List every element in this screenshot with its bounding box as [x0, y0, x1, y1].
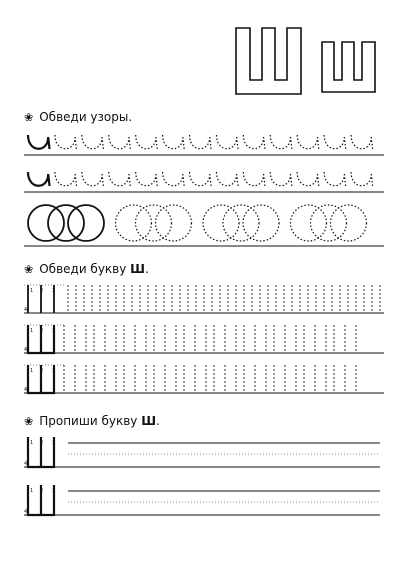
letter-sha-dotted — [274, 365, 296, 393]
garland-dotted — [163, 135, 185, 149]
guide-number: 3 — [52, 368, 56, 374]
garland-dotted — [270, 172, 292, 186]
flower-icon: ❀ — [24, 111, 34, 124]
letter-sha-dotted — [94, 365, 116, 393]
garland-dotted — [297, 172, 319, 186]
guide-number: 1 — [30, 288, 34, 294]
letter-sha-dotted — [214, 325, 236, 353]
letter-sha-dotted — [334, 365, 356, 393]
garland-dotted — [351, 172, 373, 186]
garland-dotted — [297, 135, 319, 149]
letter-sha-dotted — [304, 365, 326, 393]
letter-sha-dotted — [274, 325, 296, 353]
ring-sample — [48, 205, 84, 241]
ring-dotted — [291, 205, 327, 241]
ring-dotted — [223, 205, 259, 241]
letter-sha-dotted — [154, 365, 176, 393]
task-letter: Ш — [141, 414, 157, 428]
outline-letter-sha-lower — [322, 42, 375, 92]
letter-sha-dotted — [304, 325, 326, 353]
task-trace-letter — [24, 262, 149, 277]
ring-dotted — [243, 205, 279, 241]
ring-dotted — [311, 205, 347, 241]
task-end: . — [156, 414, 160, 428]
ring-dotted — [116, 205, 152, 241]
garland-dotted — [270, 135, 292, 149]
garland-dotted — [190, 172, 212, 186]
writing-rows — [24, 437, 380, 515]
letter-sha-dotted — [244, 325, 266, 353]
guide-number: 2 — [40, 440, 44, 446]
ring-dotted — [136, 205, 172, 241]
guide-number: 3 — [52, 488, 56, 494]
flower-icon: ❀ — [24, 415, 34, 428]
letter-sha-dotted — [124, 325, 146, 353]
guide-number: 4 — [24, 509, 28, 515]
garland-dotted — [324, 135, 346, 149]
letter-sha-dotted — [94, 325, 116, 353]
guide-number: 2 — [40, 328, 44, 334]
flower-icon: ❀ — [24, 263, 34, 276]
garland-dotted — [55, 135, 77, 149]
garland-dotted — [136, 135, 158, 149]
letter-sha-dotted — [214, 365, 236, 393]
guide-number: 3 — [52, 288, 56, 294]
garland-sample — [28, 172, 50, 186]
garland-dotted — [163, 172, 185, 186]
guide-number: 1 — [30, 488, 34, 494]
pattern-rows — [24, 135, 384, 246]
garland-dotted — [243, 172, 265, 186]
letter-sha-dotted — [184, 325, 206, 353]
guide-number: 3 — [52, 440, 56, 446]
letter-sha-dotted — [154, 325, 176, 353]
garland-dotted — [82, 172, 104, 186]
ring-dotted — [156, 205, 192, 241]
ring-sample — [68, 205, 104, 241]
tracing-rows — [24, 285, 384, 393]
ring-sample — [28, 205, 64, 241]
task-trace-patterns — [24, 110, 132, 125]
garland-dotted — [190, 135, 212, 149]
garland-dotted — [82, 135, 104, 149]
letter-sha-dotted — [64, 325, 86, 353]
guide-number: 3 — [52, 328, 56, 334]
garland-dotted — [243, 135, 265, 149]
task-letter: Ш — [130, 262, 145, 276]
guide-number: 4 — [24, 461, 28, 467]
guide-number: 2 — [40, 488, 44, 494]
guide-number: 4 — [24, 307, 28, 313]
task-text: Обведи букву — [39, 262, 131, 276]
task-text: Обведи узоры. — [39, 110, 133, 124]
ring-dotted — [203, 205, 239, 241]
garland-dotted — [216, 135, 238, 149]
letter-sha-dotted — [334, 325, 356, 353]
task-end: . — [145, 262, 149, 276]
letter-sha-dotted — [184, 365, 206, 393]
guide-number: 2 — [40, 288, 44, 294]
garland-dotted — [216, 172, 238, 186]
garland-dotted — [351, 135, 373, 149]
task-write-letter — [24, 414, 160, 429]
letter-sha-dotted — [244, 365, 266, 393]
garland-dotted — [55, 172, 77, 186]
outline-letter-sha-upper — [236, 28, 301, 94]
garland-dotted — [109, 135, 131, 149]
task-text: Пропиши букву — [39, 414, 142, 428]
letter-sha-dotted — [64, 365, 86, 393]
guide-number: 4 — [24, 347, 28, 353]
guide-number: 4 — [24, 387, 28, 393]
garland-dotted — [109, 172, 131, 186]
guide-number: 2 — [40, 368, 44, 374]
garland-dotted — [324, 172, 346, 186]
garland-sample — [28, 135, 50, 149]
ring-dotted — [331, 205, 367, 241]
guide-number: 1 — [30, 368, 34, 374]
guide-number: 1 — [30, 440, 34, 446]
letter-sha-dotted — [124, 365, 146, 393]
garland-dotted — [136, 172, 158, 186]
guide-number: 1 — [30, 328, 34, 334]
